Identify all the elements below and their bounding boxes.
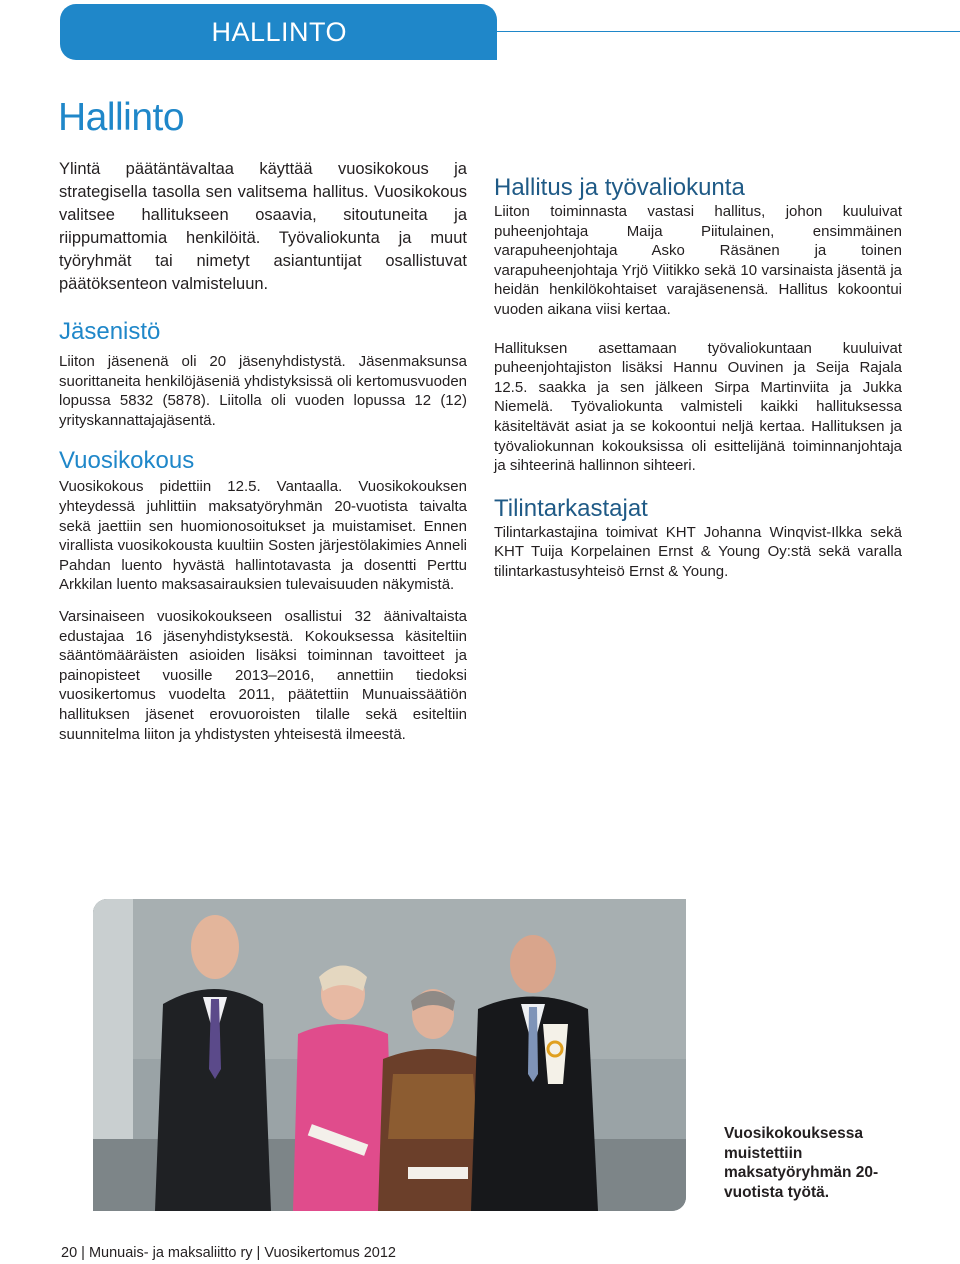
vuosikokous-heading: Vuosikokous [59,447,195,475]
intro-paragraph: Ylintä päätäntävaltaa käyttää vuosikokous ja strategisella tasolla sen valitsema hallitus. Vuosikokous valitsee hallitukseen osaavia, sitoutuneita ja riippumattomia henkilöitä. Työvaliokunta ja muut työryhmät tai nimetyt asiantuntijat osallistuvat päätöksenteon valmisteluun. [59,160,467,293]
vuosikokous-text-2: Varsinaiseen vuosikokoukseen osallistui 32 äänivaltaista edustajaa 16 jäsenyhdistyksestä. Kokouksessa käsiteltiin sääntömääräisten asioiden lisäksi toiminnan tavoitteet ja painopisteet vuosille 2013–2016, annettiin tiedoksi vuosikertomus vuodelta 2011, päätettiin Munuaissäätiön hallituksen jäsenet erovuoroisten tilalle sekä esiteltiin suunnitelma liiton ja yhdistysten yhteisestä ilmeestä. [59,608,467,743]
photo-caption: Vuosikokouksessa muistettiin maksatyöryhmän 20-vuotista työtä. [724,1125,879,1201]
group-photo [93,899,686,1211]
page-title: Hallinto [58,96,185,139]
hallitus-heading: Hallitus ja työvaliokunta [494,174,745,201]
hallitus-text: Liiton toiminnasta vastasi hallitus, johon kuuluivat puheenjohtaja Maija Piitulainen, ensimmäinen varapuheenjohtaja Asko Räsänen ja toinen varapuheenjohtaja Yrjö Viitikko sekä 10 varsinaista jäsentä ja heidän henkilökohtaiset varajäsenensä. Hallitus kokoontui vuoden aikana viisi kertaa. [494,203,902,318]
jasenisto-heading: Jäsenistö [59,318,161,345]
tilintarkastajat-heading: Tilintarkastajat [494,494,648,522]
page-footer: 20 | Munuais- ja maksaliitto ry | Vuosikertomus 2012 [61,1245,397,1261]
right-column [494,174,902,582]
jasenisto-text: Liiton jäsenenä oli 20 jäsenyhdistystä. Jäsenmaksunsa suorittaneita henkilöjäseniä yhdistyksissä oli kertomusvuoden lopussa 5832 (5878). Liitolla oli vuoden lopussa 12 (12) yrityskannattajajäsentä. [59,353,467,429]
tilintarkastajat-text: Tilintarkastajina toimivat KHT Johanna Winqvist-Ilkka sekä KHT Tuija Korpelainen Ernst & Young Oy:stä sekä varalla tilintarkastusyhteisö Ernst & Young. [494,523,902,580]
vuosikokous-text: Vuosikokous pidettiin 12.5. Vantaalla. Vuosikokouksen yhteydessä juhlittiin maksatyöryhmän 20-vuotista taivalta sekä jaettiin sen huomionosoitukset ja muistamiset. Ennen virallista vuosikokousta kuultiin Sosten järjestölakimies Anneli Pahdan luento hyvästä hallintotavasta ja dosentti Perttu Arkkilan luento maksasairauksien tulevaisuuden näkymistä. [59,478,467,594]
left-column [59,158,467,595]
hallitus-text-2: Hallituksen asettamaan työvaliokuntaan kuuluivat puheenjohtajiston lisäksi Hannu Ouvinen ja Seija Rajala 12.5. saakka ja sen jälkeen Sirpa Martinviita ja Jukka Niemelä. Työvaliokunta valmisteli kaikki hallituksessa käsiteltävät asiat ja se kokoontui neljä kertaa. Hallituksen ja työvaliokunnan kokouksissa oli esittelijänä toiminnanjohtaja ja sihteerinä hallinnon sihteeri. [494,339,902,475]
header-rule [497,31,960,32]
left-column-continued [59,607,467,744]
section-header-band [60,4,497,60]
section-label: HALLINTO [211,16,347,47]
